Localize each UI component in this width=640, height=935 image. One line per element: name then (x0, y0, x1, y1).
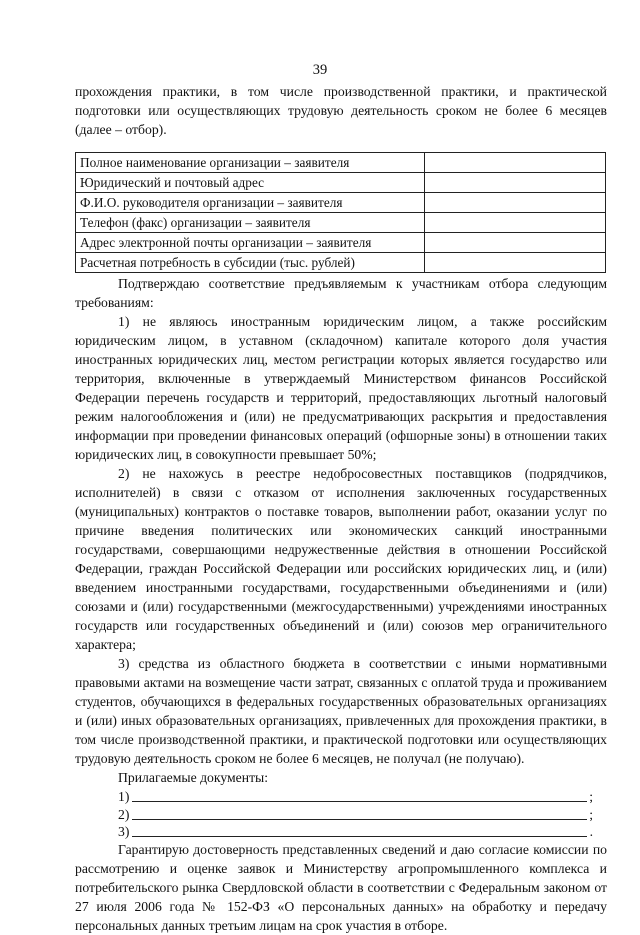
doc-end-mark: . (589, 824, 593, 839)
doc-number: 3) (118, 824, 130, 839)
table-row (76, 253, 606, 273)
guarantee-paragraph: Гарантирую достоверность представленных сведений и даю согласие комиссии по рассмотрению и оценке заявок и Министерству агропромышленного комплекса и потребительского рынка Свердловской области в соответствии с Федеральным законом от 27 июля 2006 года № 152-ФЗ «О персональных данных» на обработку и передачу персональных данных третьим лицам на срок участия в отборе. (75, 841, 607, 933)
table-cell-value[interactable] (425, 173, 606, 193)
doc-end-mark: ; (589, 806, 593, 822)
table-cell-label: Ф.И.О. руководителя организации – заявителя (76, 193, 425, 213)
requirement-item-3: 3) средства из областного бюджета в соответствии с иными нормативными правовыми актами на возмещение части затрат, связанных с оплатой труда и проживанием студентов, обучающихся в федеральных государственных образовательных организациях и (или) иных образовательных организациях, привлеченных для прохождения практики, в том числе производственной практики, и практической подготовки или осуществляющих трудовую деятельность сроком не более 6 месяцев, не получал (не получаю). (75, 656, 607, 766)
attached-doc-line[interactable] (118, 822, 607, 840)
table-cell-label: Расчетная потребность в субсидии (тыс. рублей) (76, 253, 425, 273)
table-cell-value[interactable] (425, 233, 606, 253)
confirm-paragraph: Подтверждаю соответствие предъявляемым к участникам отбора следующим требованиям: (75, 276, 607, 310)
table-row (76, 213, 606, 233)
table-cell-value[interactable] (425, 213, 606, 233)
doc-fill-line (132, 801, 587, 802)
attached-docs-list (75, 787, 607, 840)
table-row (76, 173, 606, 193)
requirement-item-1: 1) не являюсь иностранным юридическим лицом, а также российским юридическим лицом, в уставном (складочном) капитале которого доля участия иностранных юридических лиц, местом регистрации которых является государство или территория, включенные в утверждаемый Министерством финансов Российской Федерации перечень государств и территорий, предоставляющих льготный налоговый режим налогообложения и (или) не предусматривающих раскрытия и предоставления информации при проведении финансовых операций (офшорные зоны) в отношении таких юридических лиц, в совокупности превышает 50%; (75, 314, 607, 462)
table-cell-value[interactable] (425, 253, 606, 273)
table-cell-label: Телефон (факс) организации – заявителя (76, 213, 425, 233)
table-cell-value[interactable] (425, 153, 606, 173)
document-body (75, 82, 607, 935)
table-row (76, 233, 606, 253)
requirement-item-2: 2) не нахожусь в реестре недобросовестных поставщиков (подрядчиков, исполнителей) в связи с отказом от исполнения заключенных государственных (муниципальных) контрактов о поставке товаров, выполнении работ, оказании услуг по причине введения политических или экономических санкций иностранными государствами, совершающими недружественные действия в отношении Российской Федерации, граждан Российской Федерации или российских юридических лиц, и (или) введением иностранными государствами, государственными объединениями и (или) союзами и (или) государственными (межгосударственными) учреждениями иностранных государств или государственных объединений и (или) союзов мер ограничительного характера; (75, 466, 607, 652)
table-cell-label: Адрес электронной почты организации – заявителя (76, 233, 425, 253)
table-cell-label: Полное наименование организации – заявителя (76, 153, 425, 173)
doc-number: 1) (118, 789, 130, 804)
doc-fill-line (132, 836, 587, 837)
attached-docs-heading: Прилагаемые документы: (118, 770, 269, 785)
table-cell-value[interactable] (425, 193, 606, 213)
table-row (76, 193, 606, 213)
attached-doc-line[interactable] (118, 787, 607, 805)
table-cell-label: Юридический и почтовый адрес (76, 173, 425, 193)
page-number: 39 (312, 62, 328, 78)
attached-doc-line[interactable] (118, 805, 607, 823)
doc-number: 2) (118, 806, 130, 822)
doc-end-mark: ; (589, 789, 593, 804)
applicant-info-table (75, 152, 606, 273)
intro-paragraph: прохождения практики, в том числе производственной практики, и практической подготовки или осуществляющих трудовую деятельность сроком не более 6 месяцев (далее – отбор). (75, 84, 607, 137)
doc-fill-line (132, 819, 587, 820)
table-row (76, 153, 606, 173)
